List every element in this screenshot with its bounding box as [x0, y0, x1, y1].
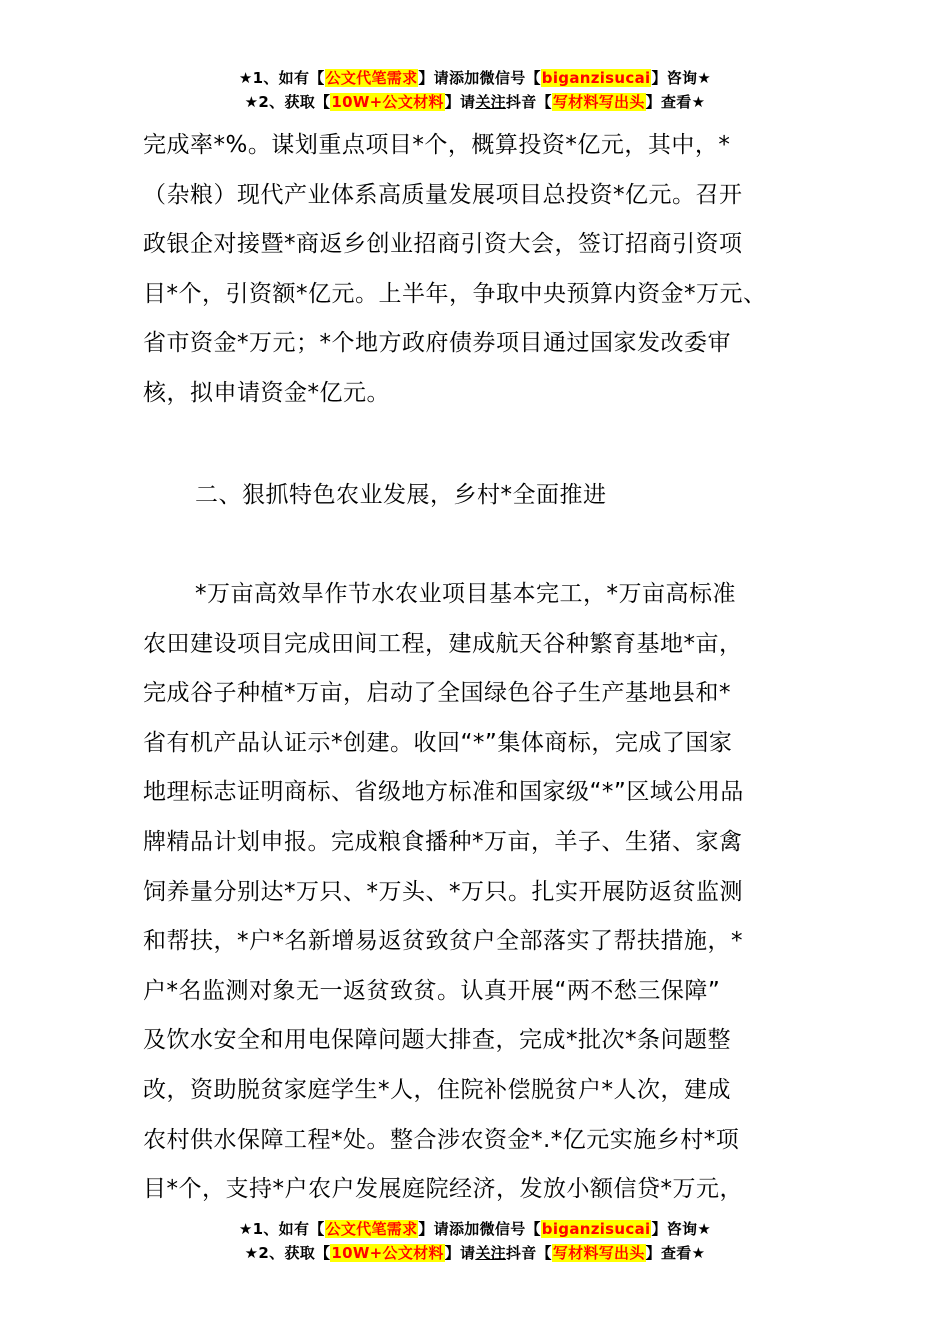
text-line: 农田建设项目完成田间工程，建成航天谷种繁育基地*亩， — [143, 630, 743, 657]
banner-text: 】请添 — [418, 1220, 465, 1238]
text-line: 目*个，引资额*亿元。上半年，争取中央预算内资金*万元、 — [143, 280, 767, 307]
banner-highlight-writing-service: 公文代笔需求 — [325, 69, 418, 87]
section-heading — [195, 471, 863, 521]
banner-highlight-materials: 10W+公文材料 — [331, 93, 444, 111]
banner-line-2 — [0, 90, 950, 114]
banner-underlined-text: 关注 — [475, 93, 506, 111]
text-line: 完成谷子种植*万亩，启动了全国绿色谷子生产基地县和* — [143, 680, 731, 707]
text-line: 政银企对接暨*商返乡创业招商引资大会，签订招商引资项 — [143, 231, 743, 258]
banner-text: 】查看★ — [645, 93, 706, 111]
banner-line-2 — [0, 1241, 950, 1265]
text-line: 饲养量分别达*万只、*万头、*万只。扎实开展防返贫监测 — [143, 878, 743, 905]
banner-text: 】请 — [444, 1244, 476, 1262]
text-line: 地理标志证明商标、省级地方标准和国家级“*”区域公用品 — [143, 779, 744, 806]
banner-highlight-materials: 10W+公文材料 — [331, 1244, 444, 1262]
text-line: 农村供水保障工程*处。整合涉农资金*.*亿元实施乡村*项 — [143, 1126, 740, 1153]
banner-highlight-wechat-id: biganzisucai — [541, 1220, 651, 1238]
text-line: 省市资金*万元；*个地方政府债券项目通过国家发改委审 — [143, 330, 731, 357]
text-line: 及饮水安全和用电保障问题大排查，完成*批次*条问题整 — [143, 1027, 731, 1054]
banner-line-1 — [0, 66, 950, 90]
banner-text: ★1、如有【 — [238, 1220, 325, 1238]
paragraph-continuation — [143, 121, 811, 419]
banner-text: 】咨询★ — [651, 1220, 712, 1238]
text-line: 户*名监测对象无一返贫致贫。认真开展“两不愁三保障” — [143, 977, 721, 1004]
text-line: 牌精品计划申报。完成粮食播种*万亩，羊子、生猪、家禽 — [143, 828, 743, 855]
banner-text: 】请 — [444, 93, 476, 111]
banner-text: ★1、如有【 — [238, 69, 325, 87]
text-line: （杂粮）现代产业体系高质量发展项目总投资*亿元。召开 — [143, 181, 743, 208]
paragraph-agriculture — [143, 570, 811, 1215]
top-banner — [0, 66, 950, 114]
banner-text: 加 — [464, 1220, 480, 1238]
banner-text: 】查看★ — [645, 1244, 706, 1262]
banner-text: 微信号【 — [479, 69, 541, 87]
banner-text: 抖音【 — [505, 1244, 552, 1262]
banner-highlight-wechat-id: biganzisucai — [541, 69, 651, 87]
text-line: 完成率*%。谋划重点项目*个，概算投资*亿元，其中，* — [143, 132, 731, 158]
text-line: *万亩高效旱作节水农业项目基本完工，*万亩高标准 — [195, 581, 736, 607]
banner-highlight-douyin-account: 写材料写出头 — [552, 1244, 645, 1262]
banner-text: 抖音【 — [505, 93, 552, 111]
banner-text: ★2、获取【 — [244, 1244, 331, 1262]
section-heading-text: 二、狠抓特色农业发展，乡村*全面推进 — [195, 482, 607, 508]
text-line: 目*个，支持*户农户发展庭院经济，发放小额信贷*万元， — [143, 1176, 743, 1203]
banner-highlight-douyin-account: 写材料写出头 — [552, 93, 645, 111]
banner-text: 】请添 — [418, 69, 465, 87]
text-line: 核，拟申请资金*亿元。 — [143, 379, 390, 406]
text-line: 改，资助脱贫家庭学生*人，住院补偿脱贫户*人次，建成 — [143, 1076, 731, 1103]
text-line: 省有机产品认证示*创建。收回“*”集体商标，完成了国家 — [143, 729, 733, 756]
banner-text: 加 — [464, 69, 480, 87]
bottom-banner — [0, 1217, 950, 1265]
banner-text: ★2、获取【 — [244, 93, 331, 111]
banner-highlight-writing-service: 公文代笔需求 — [325, 1220, 418, 1238]
text-line: 和帮扶，*户*名新增易返贫致贫户全部落实了帮扶措施，* — [143, 928, 743, 955]
banner-text: 】咨询★ — [651, 69, 712, 87]
banner-underlined-text: 关注 — [475, 1244, 506, 1262]
banner-line-1 — [0, 1217, 950, 1241]
banner-text: 微信号【 — [479, 1220, 541, 1238]
